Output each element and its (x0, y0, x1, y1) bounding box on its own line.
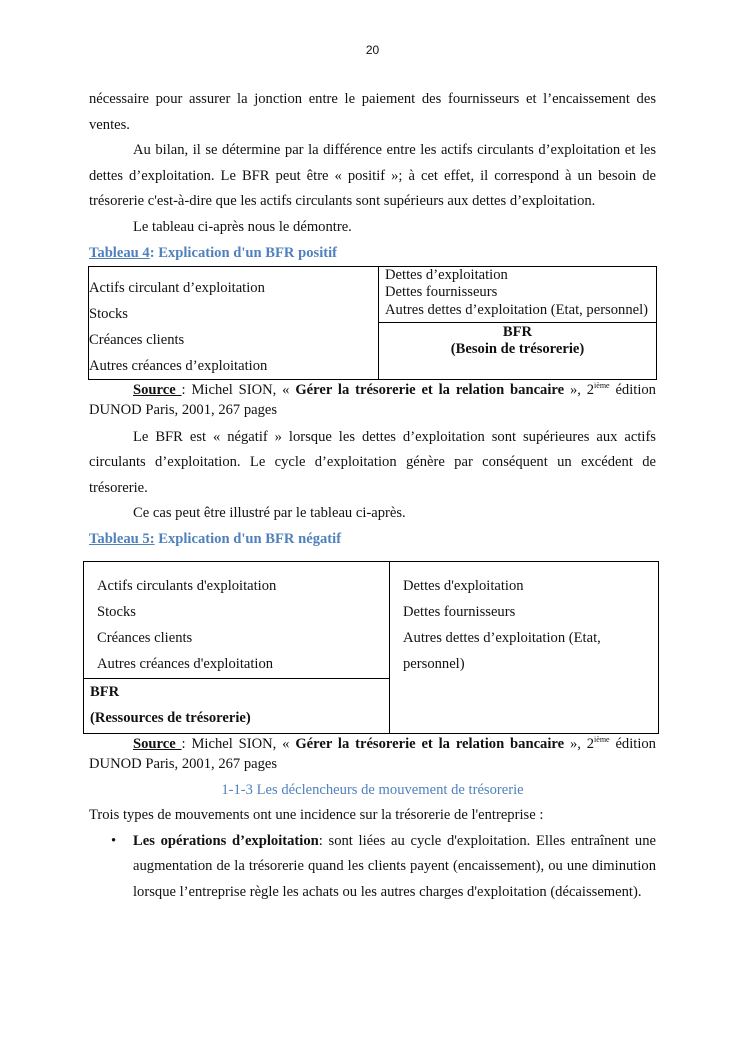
table5-bfr-cell (84, 678, 390, 733)
bullet-list (89, 829, 656, 906)
source-text: : Michel SION, « (181, 381, 296, 398)
source-text: », 2 (564, 735, 595, 752)
table4-caption-label: Tableau 4 (89, 244, 150, 261)
paragraph-3: Le tableau ci-après nous le démontre. (133, 218, 352, 235)
table-bfr-positif (88, 266, 657, 380)
table4-right-top-cell (379, 266, 657, 322)
source-text: : Michel SION, « (181, 735, 296, 752)
table4-left-line: Actifs circulant d’exploitation (89, 279, 265, 296)
table4-bfr-label: BFR (502, 323, 533, 340)
table4-bfr-sublabel: (Besoin de trésorerie) (450, 341, 585, 358)
table4-bfr-cell (379, 322, 657, 379)
source-label: Source (133, 735, 182, 752)
table4-left-line: Créances clients (89, 331, 185, 348)
table-bfr-negatif (83, 561, 659, 734)
table4-caption-text: : Explication d'un BFR positif (149, 244, 338, 261)
table5-bfr-label: BFR (90, 683, 120, 700)
table4-left-line: Autres créances d’exploitation (89, 357, 268, 374)
table5-right-line: Dettes d'exploitation (403, 577, 524, 594)
table5-caption (89, 527, 656, 552)
table5-caption-label: Tableau 5: (89, 530, 155, 547)
paragraph-2: Au bilan, il se détermine par la différence entre les actifs circulants d’exploitation et les dettes d’exploitation. Le BFR peut être « positif »; à cet effet, il correspond à un besoin de trésorerie c'est-à-dire que les actifs circulants sont supérieurs aux dettes d’exploitation. (89, 142, 656, 210)
source-superscript: ième (594, 734, 610, 744)
table5-right-line: Dettes fournisseurs (403, 603, 516, 620)
source-book-title: Gérer la trésorerie et la relation bancaire (295, 735, 565, 752)
table5-source (89, 734, 656, 774)
source-superscript: ième (594, 380, 610, 390)
section-heading: 1-1-3 Les déclencheurs de mouvement de trésorerie (221, 781, 524, 798)
paragraph-6: Trois types de mouvements ont une incidence sur la trésorerie de l'entreprise : (89, 806, 544, 823)
source-text: édition DUNOD Paris, 2001, 267 pages (89, 735, 656, 772)
table5-left-line: Stocks (97, 603, 136, 620)
paragraph-4: Le BFR est « négatif » lorsque les dettes d’exploitation sont supérieures aux actifs circulants d’exploitation. Le cycle d’exploitation génère par conséquent un excédent de trésorerie. (89, 428, 656, 496)
list-item-title: Les opérations d’exploitation (133, 832, 319, 849)
page-content (89, 87, 656, 906)
table5-caption-text: Explication d'un BFR négatif (154, 530, 342, 547)
source-label: Source (133, 381, 182, 398)
table4-source (89, 380, 656, 420)
table4-caption (89, 241, 656, 266)
bullet-icon: • (111, 832, 117, 849)
table4-right-line: Dettes fournisseurs (385, 284, 498, 301)
table5-right-cell (390, 561, 659, 733)
source-text: », 2 (564, 381, 595, 398)
paragraph-1: nécessaire pour assurer la jonction entre le paiement des fournisseurs et l’encaissement des ventes. (89, 91, 656, 133)
table4-left-cell (89, 266, 379, 379)
table5-left-line: Créances clients (97, 629, 193, 646)
table5-left-cell (84, 561, 390, 678)
source-text: édition DUNOD Paris, 2001, 267 pages (89, 381, 656, 418)
table5-right-line: Autres dettes d’exploitation (Etat, personnel) (403, 629, 601, 672)
table5-left-line: Actifs circulants d'exploitation (97, 577, 277, 594)
list-item-text: : sont liées au cycle d'exploitation. Elles entraînent une augmentation de la trésorerie quand les clients payent (encaissement), ou une diminution lorsque l’entreprise règle les achats ou les autres charges d'exploitation (décaissement). (133, 832, 656, 901)
table5-bfr-sublabel: (Ressources de trésorerie) (90, 709, 251, 726)
table4-right-line: Dettes d’exploitation (385, 266, 508, 283)
table4-right-line: Autres dettes d’exploitation (Etat, personnel) (385, 301, 649, 318)
source-book-title: Gérer la trésorerie et la relation bancaire (295, 381, 565, 398)
list-item (89, 829, 656, 906)
table5-left-line: Autres créances d'exploitation (97, 655, 274, 672)
page-number: 20 (365, 43, 380, 57)
paragraph-5: Ce cas peut être illustré par le tableau ci-après. (133, 505, 406, 522)
table4-left-line: Stocks (89, 305, 128, 322)
